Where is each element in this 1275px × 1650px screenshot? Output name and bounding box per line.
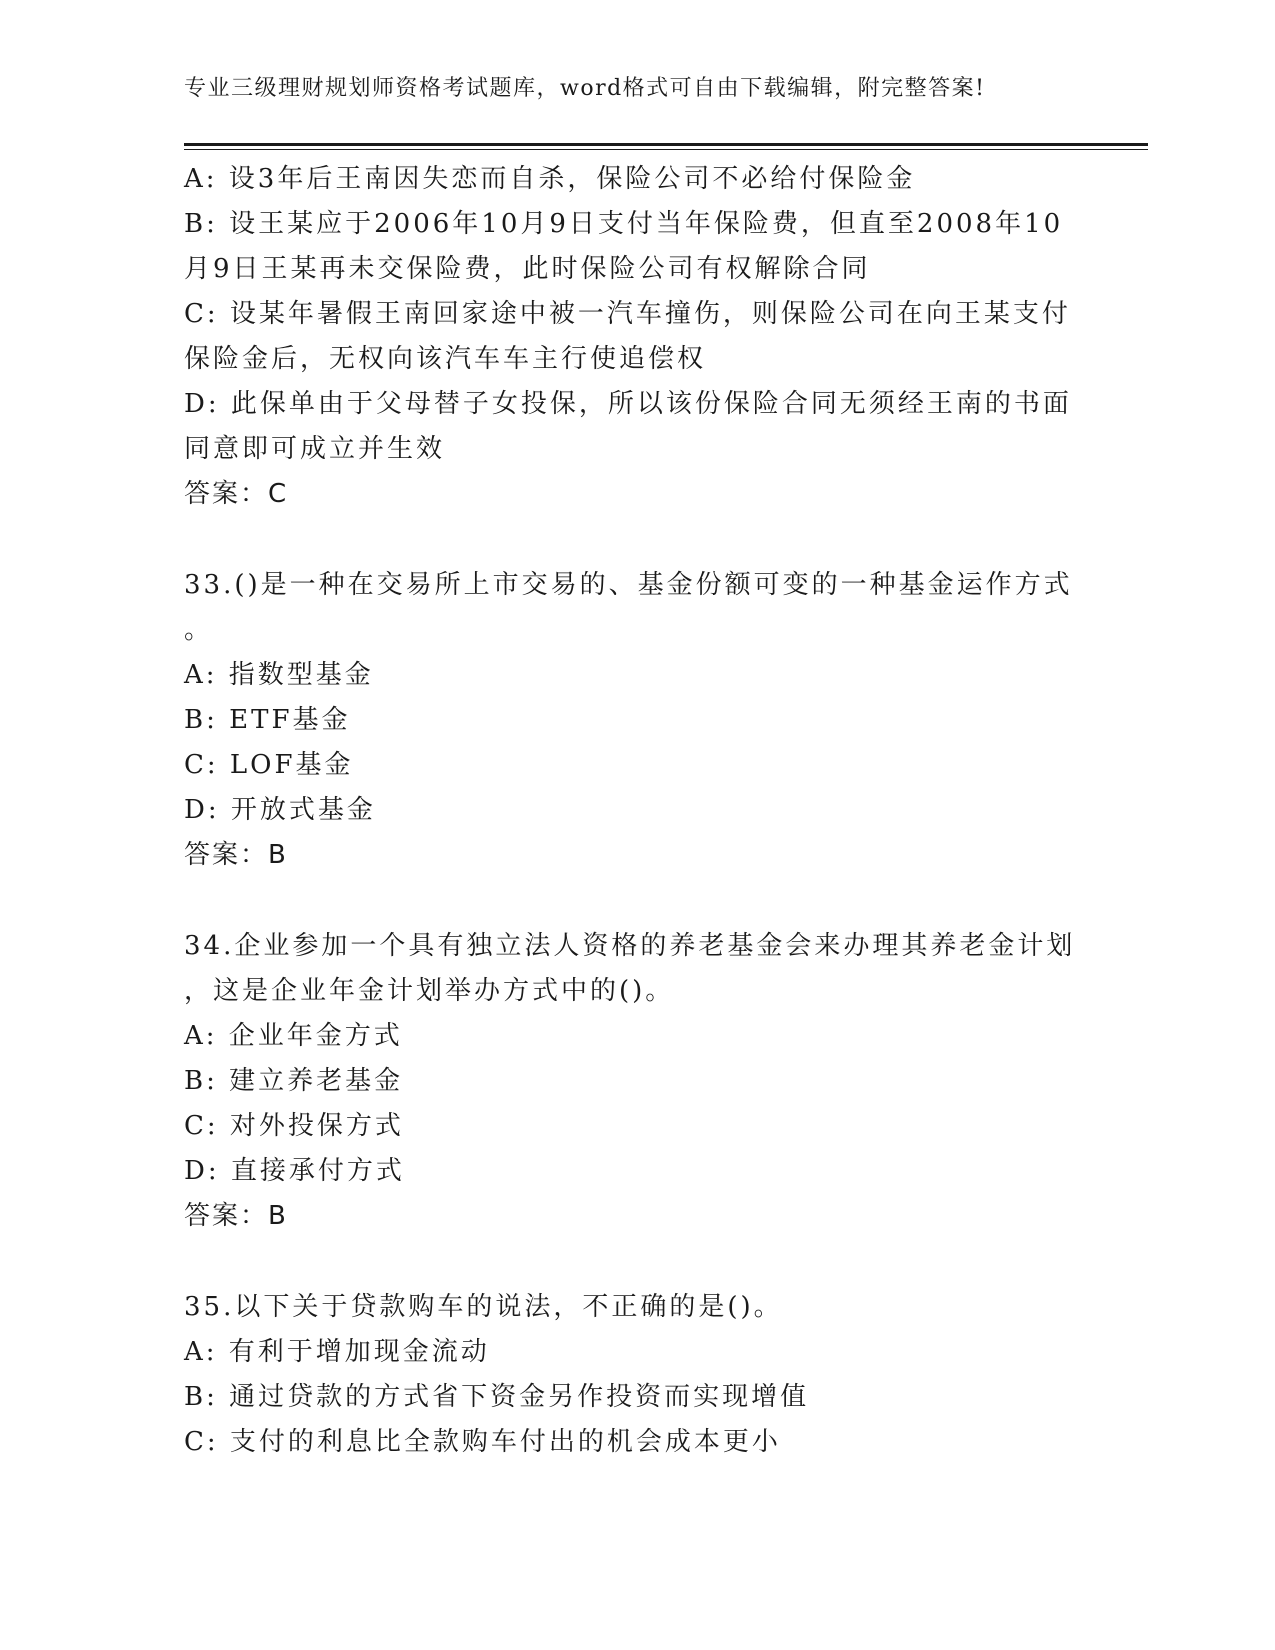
spacer [184, 517, 1064, 563]
option-a: A: 企业年金方式 [184, 1021, 403, 1051]
option-c: C: 支付的利息比全款购车付出的机会成本更小 [184, 1427, 781, 1457]
option-a: A: 有利于增加现金流动 [184, 1337, 490, 1367]
option-b-line-2: 月9日王某再未交保险费，此时保险公司有权解除合同 [184, 254, 871, 284]
question-stem-line-1: 35.以下关于贷款购车的说法，不正确的是()。 [184, 1292, 783, 1322]
question-content [184, 157, 1076, 1465]
question-stem-line-1: 33.()是一种在交易所上市交易的、基金份额可变的一种基金运作方式 [184, 570, 1073, 600]
option-d-line-2: 同意即可成立并生效 [184, 434, 446, 464]
question-33 [184, 563, 1073, 878]
header-rule-thick [184, 143, 1148, 146]
option-a: A: 指数型基金 [184, 660, 374, 690]
question-stem-line-2: ，这是企业年金计划举办方式中的()。 [184, 976, 675, 1006]
answer-33: 答案：B [184, 840, 288, 870]
answer-34: 答案：B [184, 1201, 288, 1231]
option-d-line-1: D: 此保单由于父母替子女投保，所以该份保险合同无须经王南的书面 [184, 389, 1072, 419]
spacer [184, 1239, 1064, 1285]
header-rule-thin [184, 149, 1148, 150]
question-32-tail [184, 157, 1072, 517]
option-b-line-1: B: 设王某应于2006年10月9日支付当年保险费，但直至2008年10 [184, 209, 1064, 239]
spacer [184, 878, 1064, 924]
option-c: C: 对外投保方式 [184, 1111, 404, 1141]
option-c: C: LOF基金 [184, 750, 354, 780]
option-a-line: A: 设3年后王南因失恋而自杀，保险公司不必给付保险金 [184, 164, 916, 194]
option-d: D: 直接承付方式 [184, 1156, 405, 1186]
question-35 [184, 1285, 1064, 1465]
option-c-line-2: 保险金后，无权向该汽车车主行使追偿权 [184, 344, 707, 374]
option-b: B: 通过贷款的方式省下资金另作投资而实现增值 [184, 1382, 810, 1412]
option-c-line-1: C: 设某年暑假王南回家途中被一汽车撞伤，则保险公司在向王某支付 [184, 299, 1071, 329]
option-d: D: 开放式基金 [184, 795, 376, 825]
option-b: B: 建立养老基金 [184, 1066, 404, 1096]
answer-32: 答案：C [184, 479, 289, 509]
question-stem-line-2: 。 [184, 615, 214, 645]
question-34 [184, 924, 1076, 1239]
question-stem-line-1: 34.企业参加一个具有独立法人资格的养老基金会来办理其养老金计划 [184, 931, 1076, 961]
option-b: B: ETF基金 [184, 705, 351, 735]
page-header: 专业三级理财规划师资格考试题库，word格式可自由下载编辑，附完整答案! [184, 76, 986, 101]
